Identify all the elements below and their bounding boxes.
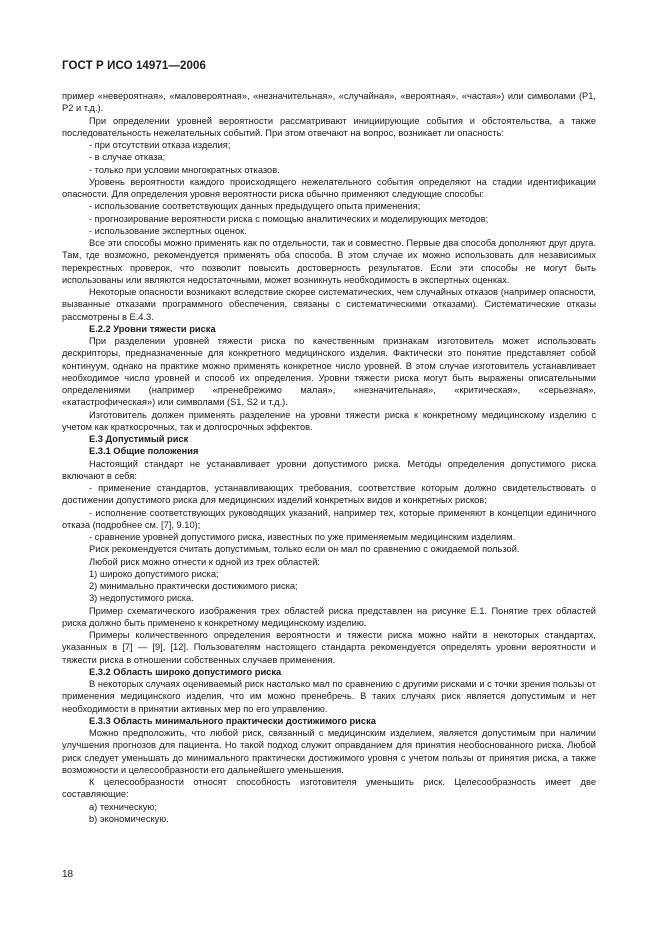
paragraph: К целесообразности относят способность изготовителя уменьшить риск. Целесообразность имеет две составляющие:	[62, 777, 596, 800]
paragraph: - при отсутствии отказа изделия;	[89, 140, 231, 150]
page-body	[62, 90, 596, 825]
paragraph: При определении уровней вероятности рассматривают инициирующие события и обстоятельства, а также последовательность нежелательных событий. При этом отвечают на вопрос, возникает ли опасность:	[62, 115, 596, 138]
paragraph: - прогнозирование вероятности риска с помощью аналитических и моделирующих методов;	[89, 213, 489, 224]
paragraph: a) техническую;	[89, 801, 157, 812]
page-header: ГОСТ Р ИСО 14971—2006	[62, 60, 207, 72]
paragraph: 1) широко допустимого риска;	[89, 568, 219, 579]
paragraph: - только при условии многократных отказов.	[89, 164, 280, 175]
section-heading: Е.2.2 Уровни тяжести риска	[89, 323, 216, 334]
paragraph: Пример схематического изображения трех областей риска представлен на рисунке Е.1. Понятие трех областей риска должно быть применено к конкретному медицинскому изделию.	[62, 605, 596, 628]
page-number: 18	[62, 869, 74, 880]
paragraph: - применение стандартов, устанавливающих требования, соответствие которым должно свидетельствовать о достижении допустимого риска для медицинских изделий конкретных видов и конкретных рисков;	[62, 483, 596, 506]
paragraph: Уровень вероятности каждого происходящего нежелательного события определяют на стадии идентификации опасности. Для определения уровня вероятности риска обычно применяют следующие способы:	[62, 176, 596, 199]
paragraph: - исполнение соответствующих руководящих указаний, например тех, которые применяют в концепции единичного отказа (подробнее см. [7], 9.10);	[62, 507, 596, 530]
paragraph: Примеры количественного определения вероятности и тяжести риска можно найти в некоторых стандартах, указанных в [7] — [9], [12]. Пользователям настоящего стандарта рекомендуется определять уровни вероятности и тяжести риска в отношении собственных случаев применения.	[62, 630, 596, 665]
paragraph: При разделении уровней тяжести риска по качественным признакам изготовитель может использовать дескрипторы, предназначенные для конкретного медицинского изделия. Фактически это понятие представляет собой континуум, однако на практике можно применять конкретное число уровней. В этом случае изготовитель устанавливает необходимое число уровней и способ их определения. Уровни тяжести риска могут быть выражены описательными определениями (например «пренебрежимо малая», «незначительная», «критическая», «серьезная», «катастрофическая») или символами (S1, S2 и т.д.).	[62, 336, 596, 408]
section-heading: Е.3 Допустимый риск	[89, 434, 189, 444]
section-heading: Е.3.2 Область широко допустимого риска	[89, 666, 282, 677]
paragraph: Любой риск можно отнести к одной из трех областей:	[89, 556, 320, 567]
paragraph: Можно предположить, что любой риск, связанный с медицинским изделием, является допустимым при наличии улучшения прогнозов для пациента. Но такой подход служит оправданием для принятия необоснованного риска. Любой риск следует уменьшать до минимального практически достижимого уровня с учетом пользы от принятия риска, а также возможности и целесообразности его дальнейшего уменьшения.	[62, 728, 596, 775]
paragraph: - использование экспертных оценок.	[89, 225, 247, 236]
section-heading: Е.3.3 Область минимального практически достижимого риска	[89, 715, 376, 726]
paragraph: Изготовитель должен применять разделение на уровни тяжести риска к конкретному медицинскому изделию с учетом как краткосрочных, так и долгосрочных эффектов.	[62, 409, 596, 432]
section-heading: Е.3.1 Общие положения	[89, 446, 199, 457]
paragraph: - в случае отказа;	[89, 152, 166, 163]
paragraph: пример «невероятная», «маловероятная», «незначительная», «случайная», «вероятная», «частая») или символами (P1, P2 и т.д.).	[62, 91, 596, 114]
paragraph: - сравнение уровней допустимого риска, известных по уже применяемым медицинским изделиям.	[89, 532, 516, 542]
paragraph: b) экономическую.	[89, 813, 169, 824]
paragraph: Настоящий стандарт не устанавливает уровни допустимого риска. Методы определения допустимого риска включают в себя:	[62, 458, 596, 481]
paragraph: Все эти способы можно применять как по отдельности, так и совместно. Первые два способа дополняют друг друга. Там, где возможно, рекомендуется применять оба способа. В этом случае их можно использовать для независимых перекрестных проверок, что позволит повысить достоверность результатов. Если эти способы не могут быть использованы или являются недостаточными, может возникнуть необходимость в экспертных оценках.	[62, 238, 596, 285]
paragraph: В некоторых случаях оцениваемый риск настолько мал по сравнению с другими рисками и с точки зрения пользы от применения медицинского изделия, что им можно пренебречь. В таких случаях риск является допустимым и нет необходимости в принятии активных мер по его управлению.	[62, 679, 596, 714]
paragraph: - использование соответствующих данных предыдущего опыта применения;	[89, 201, 421, 212]
paragraph: 3) недопустимого риска.	[89, 593, 194, 604]
paragraph: Риск рекомендуется считать допустимым, только если он мал по сравнению с ожидаемой пользой.	[89, 544, 520, 555]
paragraph: Некоторые опасности возникают вследствие скорее систематических, чем случайных отказов (например опасности, вызванные отказами программного обеспечения, связаны с систематическими отказами). Систематические отказы рассмотрены в Е.4.3.	[62, 287, 596, 322]
paragraph: 2) минимально практически достижимого риска;	[89, 581, 298, 591]
